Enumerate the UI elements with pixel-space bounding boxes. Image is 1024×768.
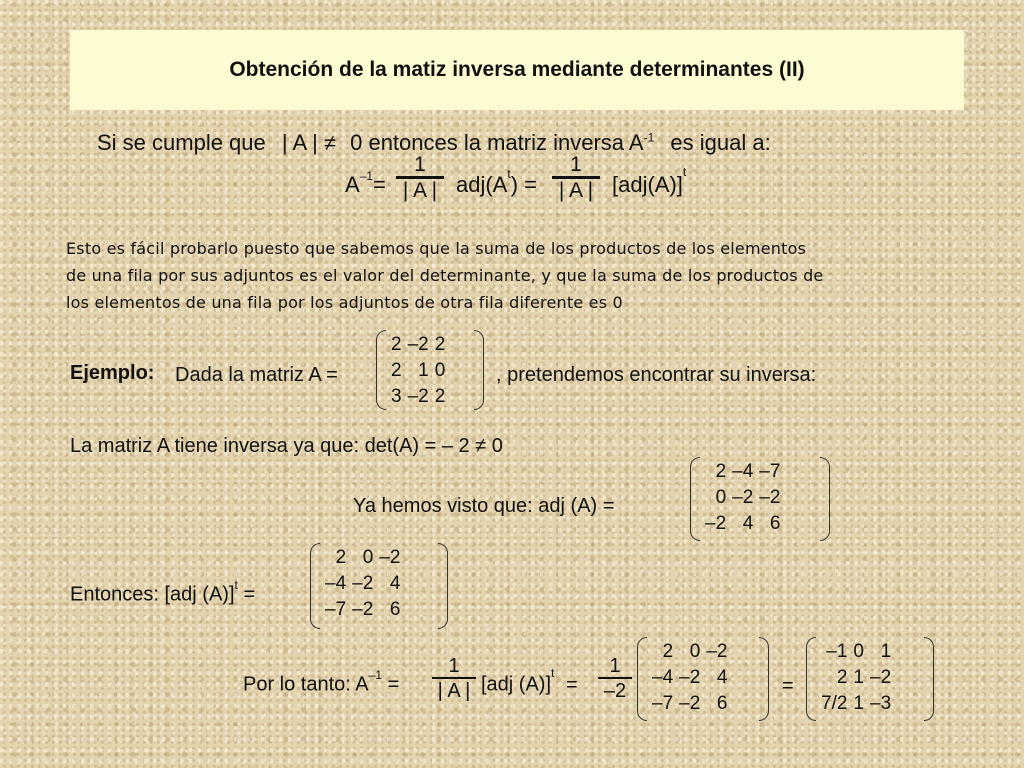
- matrix-cell: –2: [379, 547, 401, 568]
- matrix-adj-transpose: [310, 543, 448, 629]
- result-fraction-1: 1 | A |: [432, 655, 476, 703]
- example-text: Dada la matriz A =: [175, 364, 338, 386]
- result-text: Por lo tanto: $A^{-1}$ =: [243, 668, 400, 696]
- intro-line: [97, 130, 771, 156]
- matrix-cell: 0: [434, 360, 446, 381]
- matrix-adj-transpose-table: [322, 545, 403, 623]
- matrix-cell: 2: [434, 334, 446, 355]
- matrix-cell: –4: [325, 573, 347, 594]
- page-title: Obtención de la matiz inversa mediante determinantes (II): [229, 58, 805, 81]
- matrix-cell: 0: [362, 547, 374, 568]
- matrix-cell: –2: [759, 487, 781, 508]
- title-banner: [70, 30, 964, 110]
- matrix-cell: –2: [732, 487, 754, 508]
- formula-fraction-1: 1 | A |: [396, 154, 444, 203]
- result-adj: [adj (A)]$^t$ =: [481, 666, 578, 696]
- matrix-cell: –7: [759, 461, 781, 482]
- intro-det: | A | ≠: [281, 130, 336, 155]
- matrix-cell: 0: [715, 487, 727, 508]
- explanation-line: Esto es fácil probarlo puesto que sabemos que la suma de los productos de los elementos: [66, 239, 807, 258]
- matrix-cell: –2: [679, 667, 701, 688]
- bracket-right: [438, 543, 448, 629]
- matrix-cell: –2: [407, 334, 429, 355]
- bracket-right: [474, 330, 484, 410]
- matrix-cell: 2: [662, 641, 674, 662]
- example-label: Ejemplo:: [70, 362, 155, 384]
- matrix-cell: 6: [389, 599, 401, 620]
- adj-line-text: Ya hemos visto que: adj (A) =: [353, 495, 615, 517]
- matrix-cell: –1: [826, 641, 848, 662]
- matrix-cell: 2: [434, 386, 446, 407]
- matrix-cell: 4: [742, 513, 754, 534]
- matrix-cell: 0: [689, 641, 701, 662]
- matrix-cell: –7: [325, 599, 347, 620]
- matrix-cell: –2: [870, 667, 892, 688]
- matrix-cell: 2: [391, 360, 402, 381]
- matrix-cell: 1: [853, 693, 864, 714]
- matrix-cell: 2: [335, 547, 347, 568]
- explanation-line: los elementos de una fila por los adjuntos de otra fila diferente es 0: [66, 293, 623, 312]
- matrix-a: [376, 330, 484, 410]
- matrix-a-table: [388, 332, 448, 410]
- matrix-cell: –4: [732, 461, 754, 482]
- intro-post2: es igual a:: [670, 130, 771, 155]
- matrix-inverse-table: [818, 639, 894, 717]
- matrix-cell: 1: [418, 360, 429, 381]
- explanation-paragraph: [66, 235, 823, 316]
- matrix-result-adj-table: [649, 639, 730, 717]
- bracket-right: [759, 637, 769, 721]
- matrix-cell: –2: [706, 641, 728, 662]
- matrix-cell: 6: [716, 693, 728, 714]
- bracket-left: [637, 637, 647, 721]
- matrix-adj-table: [702, 459, 783, 537]
- matrix-cell: –4: [652, 667, 674, 688]
- formula-adj: $adj(A^t)$ =: [456, 166, 537, 197]
- bracket-left: [806, 637, 816, 721]
- matrix-cell: –2: [352, 599, 374, 620]
- formula-fraction-2: 1 | A |: [552, 154, 600, 203]
- matrix-cell: 3: [391, 386, 402, 407]
- result-eq3: =: [782, 675, 794, 697]
- bracket-left: [690, 457, 700, 541]
- matrix-cell: –7: [652, 693, 674, 714]
- matrix-adj: [690, 457, 830, 541]
- matrix-cell: –3: [870, 693, 892, 714]
- bracket-left: [376, 330, 386, 410]
- matrix-cell: –2: [352, 573, 374, 594]
- intro-pre: Si se cumple que: [97, 130, 266, 155]
- intro-post1: 0 entonces la matriz inversa A: [350, 130, 644, 155]
- matrix-cell: 1: [880, 641, 892, 662]
- transpose-line-text: Entonces: [adj (A)]$^t$ =: [70, 578, 256, 606]
- bracket-left: [310, 543, 320, 629]
- bracket-right: [820, 457, 830, 541]
- intro-sup: -1: [643, 130, 655, 145]
- matrix-cell: 7/2: [821, 693, 848, 714]
- bracket-right: [924, 637, 934, 721]
- matrix-cell: –2: [679, 693, 701, 714]
- matrix-cell: 1: [853, 667, 864, 688]
- example-after: , pretendemos encontrar su inversa:: [496, 364, 817, 386]
- formula-lhs: $A^{-1}=$: [345, 168, 386, 197]
- explanation-line: de una fila por sus adjuntos es el valor del determinante, y que la suma de los productos de: [66, 266, 824, 285]
- formula-adj-transpose: $[adj(A)]^t$: [612, 164, 687, 197]
- matrix-cell: 4: [389, 573, 401, 594]
- matrix-cell: 4: [716, 667, 728, 688]
- result-fraction-2: 1 –2: [598, 655, 632, 703]
- det-line: La matriz A tiene inversa ya que: det(A) = – 2 ≠ 0: [70, 435, 503, 457]
- matrix-cell: –2: [705, 513, 727, 534]
- matrix-inverse: [806, 637, 934, 721]
- matrix-cell: 6: [769, 513, 781, 534]
- matrix-cell: 2: [715, 461, 727, 482]
- matrix-cell: 2: [391, 334, 402, 355]
- matrix-result-adj: [637, 637, 769, 721]
- matrix-cell: 2: [836, 667, 848, 688]
- matrix-cell: 0: [853, 641, 864, 662]
- matrix-cell: –2: [407, 386, 429, 407]
